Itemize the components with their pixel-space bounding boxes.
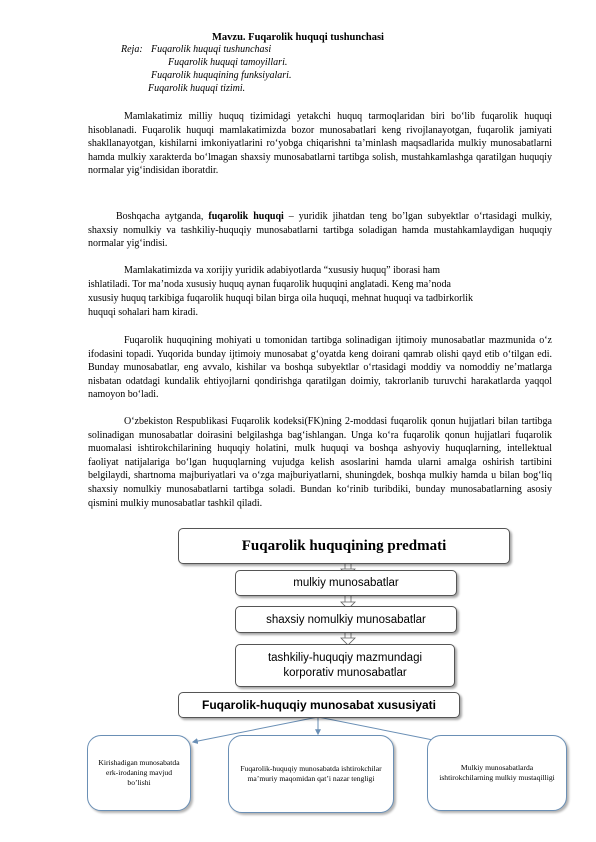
subject-corporate-relations: tashkiliy-huquqiy mazmundagi korporativ munosabatlar [235, 644, 455, 687]
diagram-main-title: Fuqarolik huquqining predmati [178, 528, 510, 564]
paragraph-2-bold: fuqarolik huquqi [208, 211, 284, 222]
paragraph-5-text: O‘zbekiston Respublikasi Fuqarolik kodeksi(FK)ning 2-moddasi fuqarolik qonun hujjatlari bilan tartibga solinadigan munosabatlar doirasini belgilashga bag‘ishlangan. Unga ko‘ra fuqarolik qonun hujjatlari fuqarolik muomalasi ishtirokchilarining huquqiy holatini, mulk huquqi va boshqa ashyoviy huquqlarning, intellektual faoliyat natijalariga bo‘lgan huquqlarning vujudga kelish asoslarini hamda ularni amalga oshirish tartibini belgilaydi, shartnoma majburiyatlari va o‘zga majburiyatlarni, shuningdek, boshqa mulkiy hamda u bilan bog‘liq shaxsiy nomulkiy munosabatlarni tartibga soladi. Bundan ko‘rinib turibdiki, bunday munosabatlarning asosiy qismini mulkiy munosabatlar tashkil qiladi. [88, 416, 552, 509]
plan-label: Reja: [121, 44, 143, 55]
paragraph-4-text: Fuqarolik huquqining mohiyati u tomonidan tartibga solinadigan ijtimoiy munosabatlar mazmunida o‘z ifodasini topadi. Yuqorida bunday ijtimoiy munosabat g‘oyatda keng doirani qamrab olishi qayd etib o‘tilgan edi. Bunday munosabatlar, eng avvalo, kishilar va boshqa subyektlar o‘rtasidagi moddiy va nomoddiy ne’matlarga nisbatan odatdagi kundalik ehtiyojlarni qondirishga qaratilgan doimiy, takrorlanib turuvchi harakatlarda yaqqol namoyon bo‘ladi. [88, 335, 552, 401]
feature-equality: Fuqarolik-huquqiy munosabatda ishtirokchilar ma’muriy maqomidan qat’i nazar tengligi [228, 735, 394, 813]
feature-free-will: Kirishadigan munosabatda erk-irodaning mavjud bo’lishi [87, 735, 191, 811]
paragraph-3-line-4: huquqi sohalari ham kiradi. [88, 307, 198, 318]
paragraph-5 [88, 415, 552, 510]
plan-item-4: Fuqarolik huquqi tizimi. [148, 83, 246, 94]
plan-item-3: Fuqarolik huquqining funksiyalari. [151, 70, 292, 81]
feature-property-independence: Mulkiy munosabatlarda ishtirokchilarning mulkiy mustaqilligi [427, 735, 567, 811]
paragraph-2-end: – yuridik jihatdan teng bo’lgan subyektlar o‘rtasidagi mulkiy, shaxsiy nomulkiy va tashkiliy-huquqiy munosabatlarni tartibga soladigan hamda mustahkamlaydigan huquqiy normalar yig‘indisi. [88, 211, 552, 250]
subject-personal-nonproperty-relations: shaxsiy nomulkiy munosabatlar [235, 606, 457, 633]
page-title: Mavzu. Fuqarolik huquqi tushunchasi [212, 32, 384, 43]
paragraph-3-line-3: xususiy huquq tarkibiga fuqarolik huquqi bilan birga oila huquqi, mehnat huquqi va tadbirkorlik [88, 293, 474, 304]
paragraph-3-line-1: Mamlakatimizda va xorijiy yuridik adabiyotlarda “xususiy huquq” iborasi ham [124, 265, 441, 276]
subject-property-relations: mulkiy munosabatlar [235, 570, 457, 596]
paragraph-2 [88, 210, 552, 251]
paragraph-1-text: Mamlakatimiz milliy huquq tizimidagi yetakchi huquq tarmoqlaridan biri bo‘lib fuqarolik huquqi hisoblanadi. Fuqarolik huquqi mamlakatimizda bozor munosabatlari keng rivojlanayotgan, fuqarolik jamiyati shakllanayotgan, kishilarni imkoniyatlarini ro‘yobga chiqarishni ta’minlash maqsadlarida mulkiy munosabatlarni hamda mulkiy xarakterda bo‘lmagan shaxsiy munosabatlarni tartibga solish, mustahkamlashga qaratilgan huquqiy normalar yig‘indisidan iboratdir. [88, 111, 552, 177]
plan-item-2: Fuqarolik huquqi tamoyillari. [168, 57, 288, 68]
feature-title: Fuqarolik-huquqiy munosabat xususiyati [178, 692, 460, 718]
paragraph-2-start: Boshqacha aytganda, [116, 211, 204, 222]
plan-item-1: Fuqarolik huquqi tushunchasi [151, 44, 272, 55]
paragraph-4 [88, 334, 552, 402]
paragraph-1 [88, 110, 552, 178]
paragraph-3-line-2: ishlatiladi. Tor ma’noda xususiy huquq aynan fuqarolik huquqini anglatadi. Keng ma’noda [88, 279, 451, 290]
